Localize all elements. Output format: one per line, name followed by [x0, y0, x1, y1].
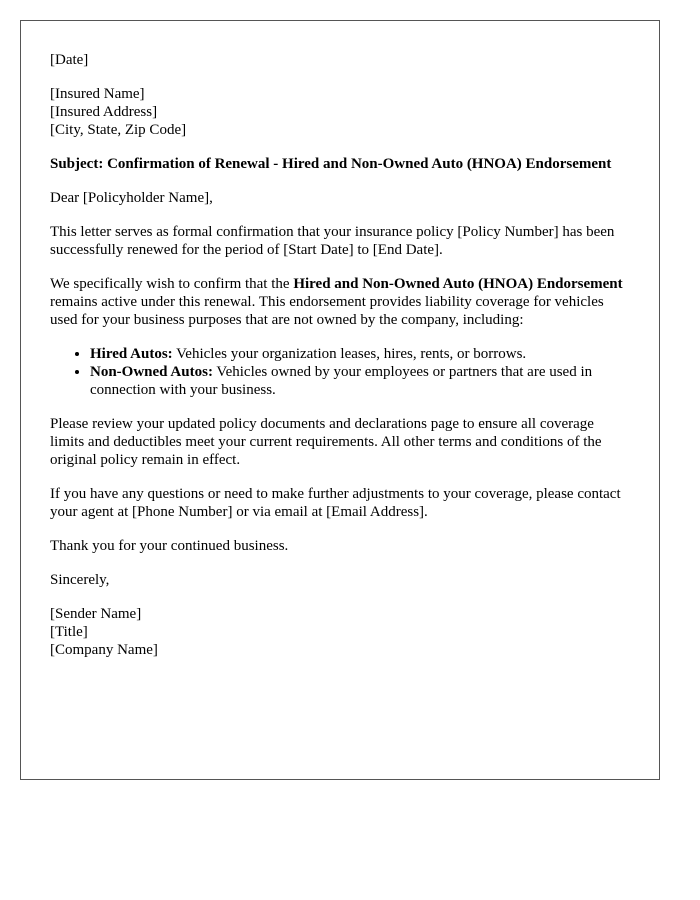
recipient-name: [Insured Name]	[50, 86, 145, 102]
sender-name: [Sender Name]	[50, 606, 142, 622]
recipient-address: [Insured Address]	[50, 104, 158, 120]
salutation: Dear [Policyholder Name],	[50, 190, 213, 206]
coverage-text: Vehicles your organization leases, hires, rents, or borrows.	[172, 346, 527, 362]
paragraph-contact: If you have any questions or need to make further adjustments to your coverage, please contact your agent at [Phone Number] or via email at [Email Address].	[50, 486, 621, 520]
coverage-text: Vehicles owned by your employees or partners that are used in connection with your business.	[90, 364, 593, 398]
letter-page	[20, 20, 660, 780]
paragraph-endorsement-after: remains active under this renewal. This endorsement provides liability coverage for vehicles used for your business purposes that are not owned by the company, including:	[50, 294, 604, 328]
coverage-term: Non-Owned Autos:	[90, 364, 213, 380]
sender-company: [Company Name]	[50, 642, 158, 658]
signature-block	[50, 605, 631, 659]
sender-title: [Title]	[50, 624, 88, 640]
endorsement-name: Hired and Non-Owned Auto (HNOA) Endorsement	[293, 276, 623, 292]
paragraph-thanks: Thank you for your continued business.	[50, 538, 289, 554]
recipient-city-state-zip: [City, State, Zip Code]	[50, 122, 187, 138]
closing: Sincerely,	[50, 572, 110, 588]
coverage-item-hired-autos	[90, 345, 631, 363]
paragraph-endorsement	[50, 275, 631, 329]
coverage-list	[50, 345, 631, 399]
coverage-term: Hired Autos:	[90, 346, 173, 362]
paragraph-confirmation: This letter serves as formal confirmation that your insurance policy [Policy Number] has been successfully renewed for the period of [Start Date] to [End Date].	[50, 224, 615, 258]
letter-date: [Date]	[50, 52, 89, 68]
paragraph-review: Please review your updated policy documents and declarations page to ensure all coverage limits and deductibles meet your current requirements. All other terms and conditions of the original policy remain in effect.	[50, 416, 602, 468]
letter-subject: Subject: Confirmation of Renewal - Hired and Non-Owned Auto (HNOA) Endorsement	[50, 156, 612, 172]
recipient-address-block	[50, 85, 631, 139]
coverage-item-non-owned-autos	[90, 363, 631, 399]
paragraph-endorsement-before: We specifically wish to confirm that the	[50, 276, 294, 292]
